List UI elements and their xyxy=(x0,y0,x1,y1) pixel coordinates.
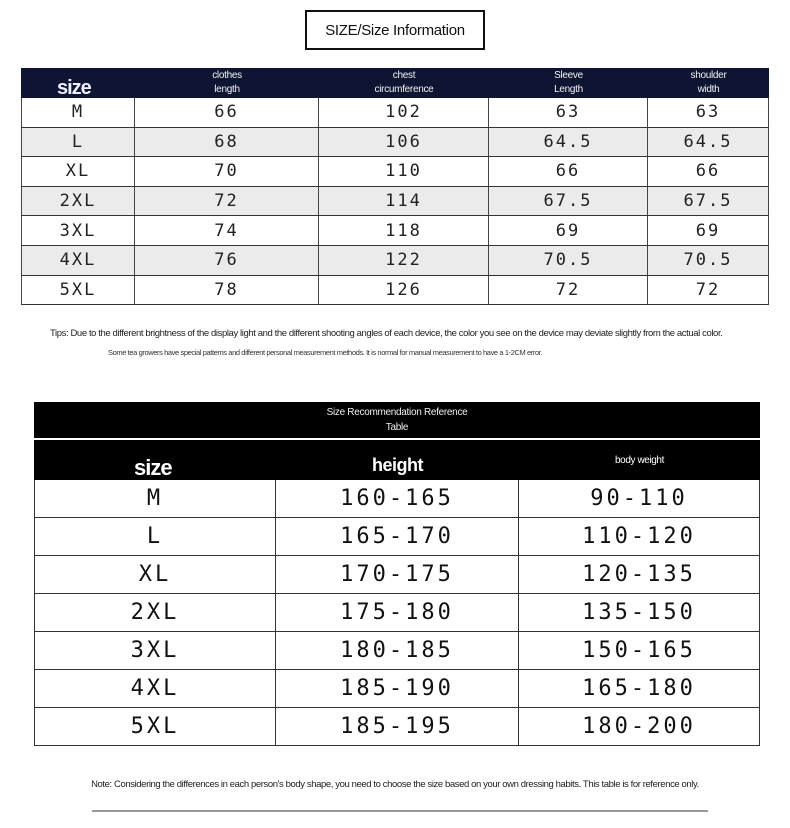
recommendation-table-header xyxy=(34,440,760,480)
table-cell: 72 xyxy=(648,276,769,305)
table-cell: 76 xyxy=(135,246,319,275)
table-cell: 3XL xyxy=(21,216,135,245)
table-cell: 185-190 xyxy=(276,670,519,707)
table-row xyxy=(34,594,760,632)
size-information-table xyxy=(21,68,769,305)
table-cell: 67.5 xyxy=(489,187,648,216)
header-chest-circumference: chest circumference xyxy=(374,70,434,95)
table-cell: 70 xyxy=(135,157,319,186)
header-size: size xyxy=(134,455,172,480)
table-cell: 67.5 xyxy=(648,187,769,216)
table-cell: 170-175 xyxy=(276,556,519,593)
table-row xyxy=(34,670,760,708)
table-cell: 72 xyxy=(489,276,648,305)
table-cell: 68 xyxy=(135,128,319,157)
table-row xyxy=(34,518,760,556)
table-cell: 70.5 xyxy=(489,246,648,275)
table-row xyxy=(21,276,769,306)
table-cell: M xyxy=(21,98,135,127)
table-cell: 180-185 xyxy=(276,632,519,669)
header-sleeve-length: Sleeve Length xyxy=(554,70,583,95)
table-cell: 110 xyxy=(319,157,489,186)
table-cell: 64.5 xyxy=(489,128,648,157)
table-cell: 74 xyxy=(135,216,319,245)
table-cell: 2XL xyxy=(34,594,276,631)
tips-line-1: Tips: Due to the different brightness of the display light and the different shooting angles of each device, the color you see on the device may deviate slightly from the actual color. xyxy=(50,328,723,339)
table-cell: 72 xyxy=(135,187,319,216)
table-row xyxy=(21,187,769,217)
table-cell: 106 xyxy=(319,128,489,157)
recommendation-table-body xyxy=(34,480,760,746)
table-cell: 5XL xyxy=(34,708,276,745)
table-cell: 135-150 xyxy=(519,594,760,631)
table-cell: 150-165 xyxy=(519,632,760,669)
reference-note: Note: Considering the differences in each person's body shape, you need to choose the size based on your own dressing habits. This table is for reference only. xyxy=(91,779,699,790)
table-row xyxy=(34,556,760,594)
table-cell: 78 xyxy=(135,276,319,305)
table-row xyxy=(34,480,760,518)
table-cell: 175-180 xyxy=(276,594,519,631)
header-size: size xyxy=(57,77,91,99)
recommendation-table-title: Size Recommendation Reference Table xyxy=(34,402,760,440)
table-cell: 66 xyxy=(648,157,769,186)
table-cell: 102 xyxy=(319,98,489,127)
table-cell: 66 xyxy=(489,157,648,186)
table-cell: 4XL xyxy=(21,246,135,275)
table-cell: 63 xyxy=(648,98,769,127)
tips-line-2: Some tea growers have special patterns and different personal measurement methods. It is normal for manual measurement to have a 1-2CM error. xyxy=(108,348,543,357)
table-cell: 66 xyxy=(135,98,319,127)
header-clothes-length: clothes length xyxy=(212,70,242,95)
table-cell: 2XL xyxy=(21,187,135,216)
table-cell: 3XL xyxy=(34,632,276,669)
table-row xyxy=(21,246,769,276)
table-cell: 118 xyxy=(319,216,489,245)
table-cell: 110-120 xyxy=(519,518,760,555)
table-cell: L xyxy=(34,518,276,555)
divider xyxy=(92,810,708,812)
table-cell: M xyxy=(34,480,276,517)
table-cell: 5XL xyxy=(21,276,135,305)
table-row xyxy=(34,632,760,670)
table-cell: 120-135 xyxy=(519,556,760,593)
table-cell: 114 xyxy=(319,187,489,216)
table-row xyxy=(21,157,769,187)
header-shoulder-width: shoulder width xyxy=(690,70,727,95)
page-title: SIZE/Size Information xyxy=(305,10,485,50)
size-recommendation-table xyxy=(34,402,760,746)
size-table-body xyxy=(21,98,769,305)
table-row xyxy=(21,128,769,158)
table-cell: 185-195 xyxy=(276,708,519,745)
table-row xyxy=(34,708,760,746)
table-row xyxy=(21,98,769,128)
table-cell: 70.5 xyxy=(648,246,769,275)
table-cell: 126 xyxy=(319,276,489,305)
table-cell: 165-170 xyxy=(276,518,519,555)
header-height: height xyxy=(372,455,423,475)
table-cell: 122 xyxy=(319,246,489,275)
table-cell: 63 xyxy=(489,98,648,127)
table-cell: 180-200 xyxy=(519,708,760,745)
table-cell: 160-165 xyxy=(276,480,519,517)
table-cell: XL xyxy=(34,556,276,593)
table-cell: 90-110 xyxy=(519,480,760,517)
table-cell: 4XL xyxy=(34,670,276,707)
table-cell: XL xyxy=(21,157,135,186)
table-cell: L xyxy=(21,128,135,157)
table-cell: 64.5 xyxy=(648,128,769,157)
table-cell: 69 xyxy=(648,216,769,245)
table-cell: 69 xyxy=(489,216,648,245)
table-cell: 165-180 xyxy=(519,670,760,707)
table-row xyxy=(21,216,769,246)
size-table-header xyxy=(21,68,769,98)
header-body-weight: body weight xyxy=(615,454,664,466)
